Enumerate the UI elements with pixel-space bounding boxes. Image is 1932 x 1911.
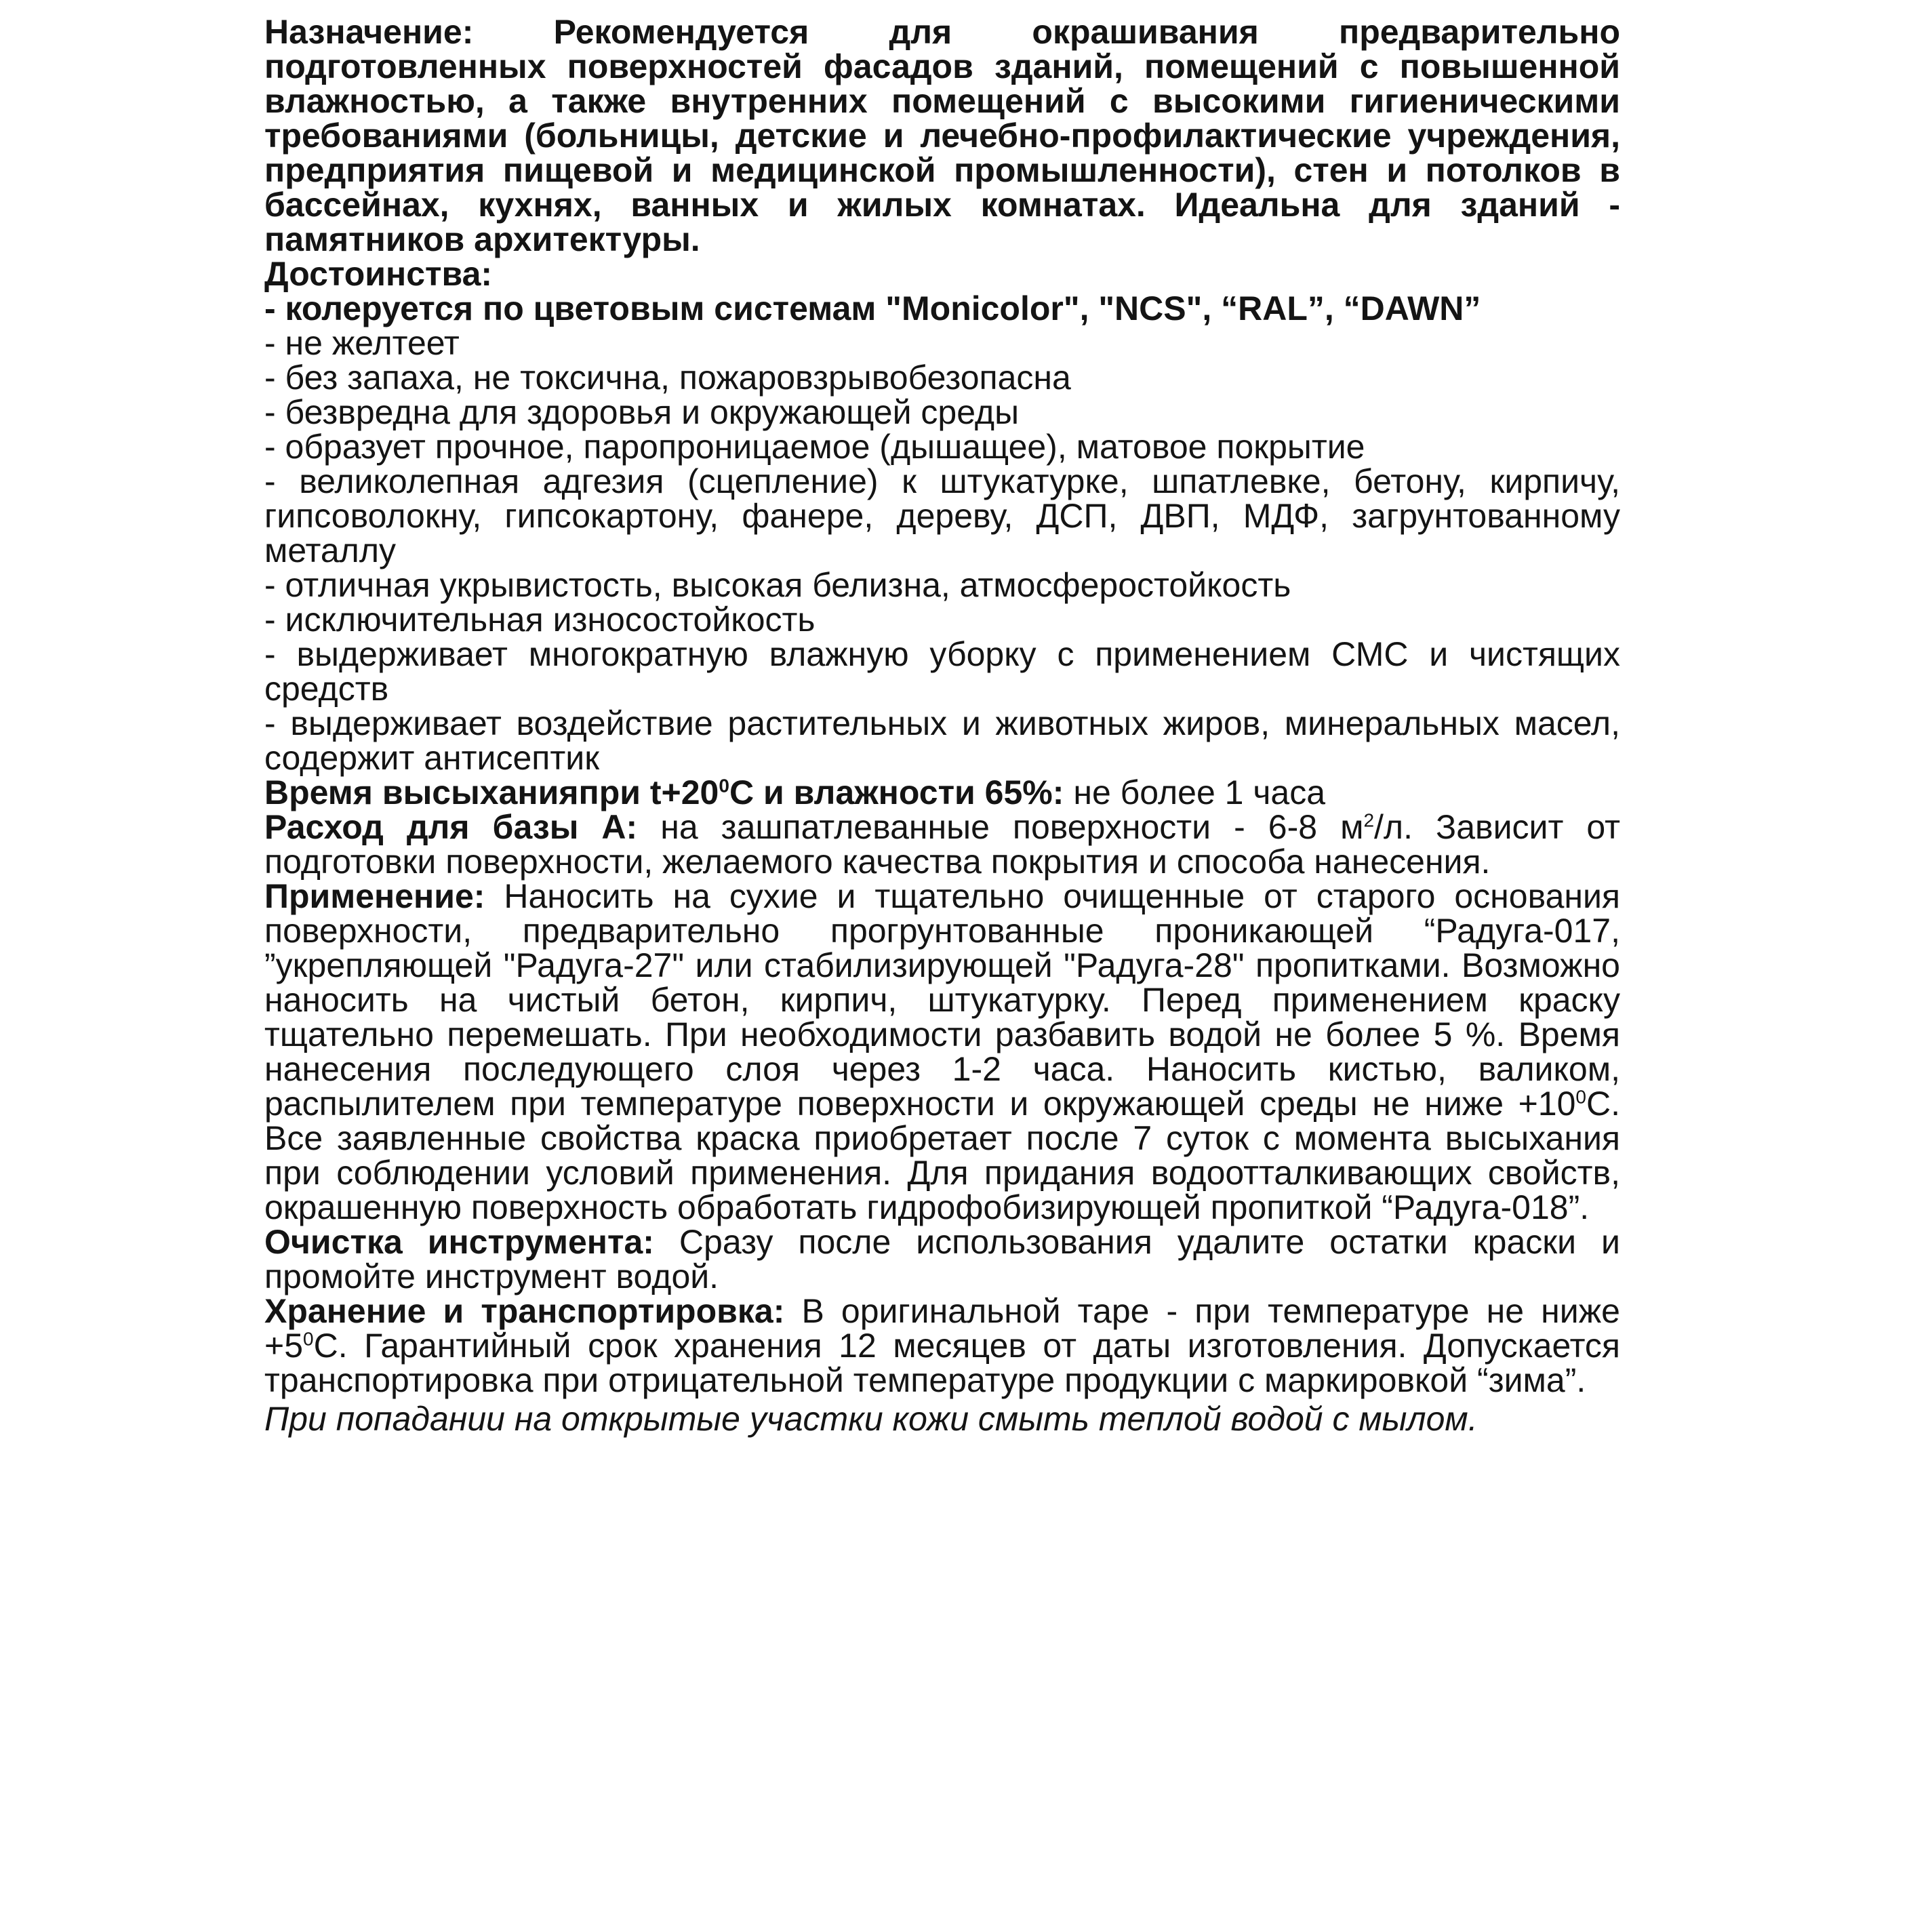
drying-label-a: Время высыханияпри t+20 (264, 773, 719, 811)
instructions-label (264, 15, 1620, 1470)
advantage-item: - без запаха, не токсична, пожаровзрывобезопасна (264, 361, 1620, 395)
advantage-item: - выдерживает воздействие растительных и животных жиров, минеральных масел, содержит антисептик (264, 706, 1620, 776)
application-section (264, 879, 1620, 1225)
advantage-item: - отличная укрывистость, высокая белизна, атмосферостойкость (264, 568, 1620, 603)
advantage-item: - колеруется по цветовым системам "Monicolor", "NCS", “RAL”, “DAWN” (264, 291, 1620, 326)
application-degree: 0 (1575, 1086, 1586, 1108)
drying-label-b: С и влажности 65%: (729, 773, 1064, 811)
advantage-item: - не желтеет (264, 326, 1620, 361)
advantage-item: - образует прочное, паропроницаемое (дышащее), матовое покрытие (264, 430, 1620, 464)
advantages-list (264, 291, 1620, 776)
storage-label: Хранение и транспортировка: (264, 1292, 785, 1330)
advantage-item: - безвредна для здоровья и окружающей среды (264, 395, 1620, 430)
advantages-label: Достоинства: (264, 255, 493, 293)
purpose-section (264, 15, 1620, 257)
cleaning-text: Сразу после использования удалите остатки краски и промойте инструмент водой. (264, 1223, 1620, 1295)
purpose-text: Рекомендуется для окрашивания предварительно подготовленных поверхностей фасадов зданий, помещений с повышенной влажностью, а также внутренних помещений с высокими гигиеническими требованиями (больницы, детские и лечебно-профилактические учреждения, предприятия пищевой и медицинской промышленности), стен и потолков в бассейнах, кухнях, ванных и жилых комнатах. Идеальна для зданий - памятников архитектуры. (264, 13, 1620, 258)
advantages-section (264, 257, 1620, 776)
storage-section (264, 1294, 1620, 1398)
application-text-b: С. Все заявленные свойства краска приобретает после 7 суток с момента высыхания при соблюдении условий применения. Для придания водоотталкивающих свойств, окрашенную поверхность обработать гидрофобизирующей пропиткой “Радуга-018”. (264, 1085, 1620, 1226)
advantage-item: - выдерживает многократную влажную уборку с применением СМС и чистящих средств (264, 637, 1620, 706)
advantage-item: - великолепная адгезия (сцепление) к штукатурке, шпатлевке, бетону, кирпичу, гипсоволокну, гипсокартону, фанере, дереву, ДСП, ДВП, МДФ, загрунтованному металлу (264, 464, 1620, 568)
consumption-square: 2 (1363, 809, 1375, 831)
consumption-section (264, 810, 1620, 879)
storage-text-b: С. Гарантийный срок хранения 12 месяцев от даты изготовления. Допускается транспортировка при отрицательной температуре продукции с маркировкой “зима”. (264, 1327, 1620, 1399)
storage-text-a: В оригинальной таре - при температуре не ниже +5 (264, 1292, 1620, 1365)
consumption-label: Расход для базы А: (264, 808, 638, 846)
storage-degree: 0 (303, 1328, 314, 1350)
application-text-a: Наносить на сухие и тщательно очищенные от старого основания поверхности, предварительно прогрунтованные проникающей “Радуга-017, ”укрепляющей "Радуга-27" или стабилизирующей "Радуга-28" пропитками. Возможно наносить на чистый бетон, кирпич, штукатурку. Перед применением краску тщательно перемешать. При необходимости разбавить водой не более 5 %. Время нанесения последующего слоя через 1-2 часа. Наносить кистью, валиком, распылителем при температуре поверхности и окружающей среды не ниже +10 (264, 877, 1620, 1123)
safety-note: При попадании на открытые участки кожи смыть теплой водой с мылом. (264, 1400, 1478, 1438)
drying-degree: 0 (719, 775, 729, 797)
consumption-text-b: /л. Зависит от подготовки поверхности, желаемого качества покрытия и способа нанесения. (264, 808, 1620, 881)
application-label: Применение: (264, 877, 485, 915)
drying-section (264, 773, 1620, 811)
cleaning-label: Очистка инструмента: (264, 1223, 654, 1261)
purpose-label: Назначение: (264, 13, 474, 51)
drying-text: не более 1 часа (1073, 773, 1326, 811)
consumption-text-a: на зашпатлеванные поверхности - 6-8 м (660, 808, 1364, 846)
cleaning-section (264, 1225, 1620, 1294)
advantage-item: - исключительная износостойкость (264, 603, 1620, 637)
